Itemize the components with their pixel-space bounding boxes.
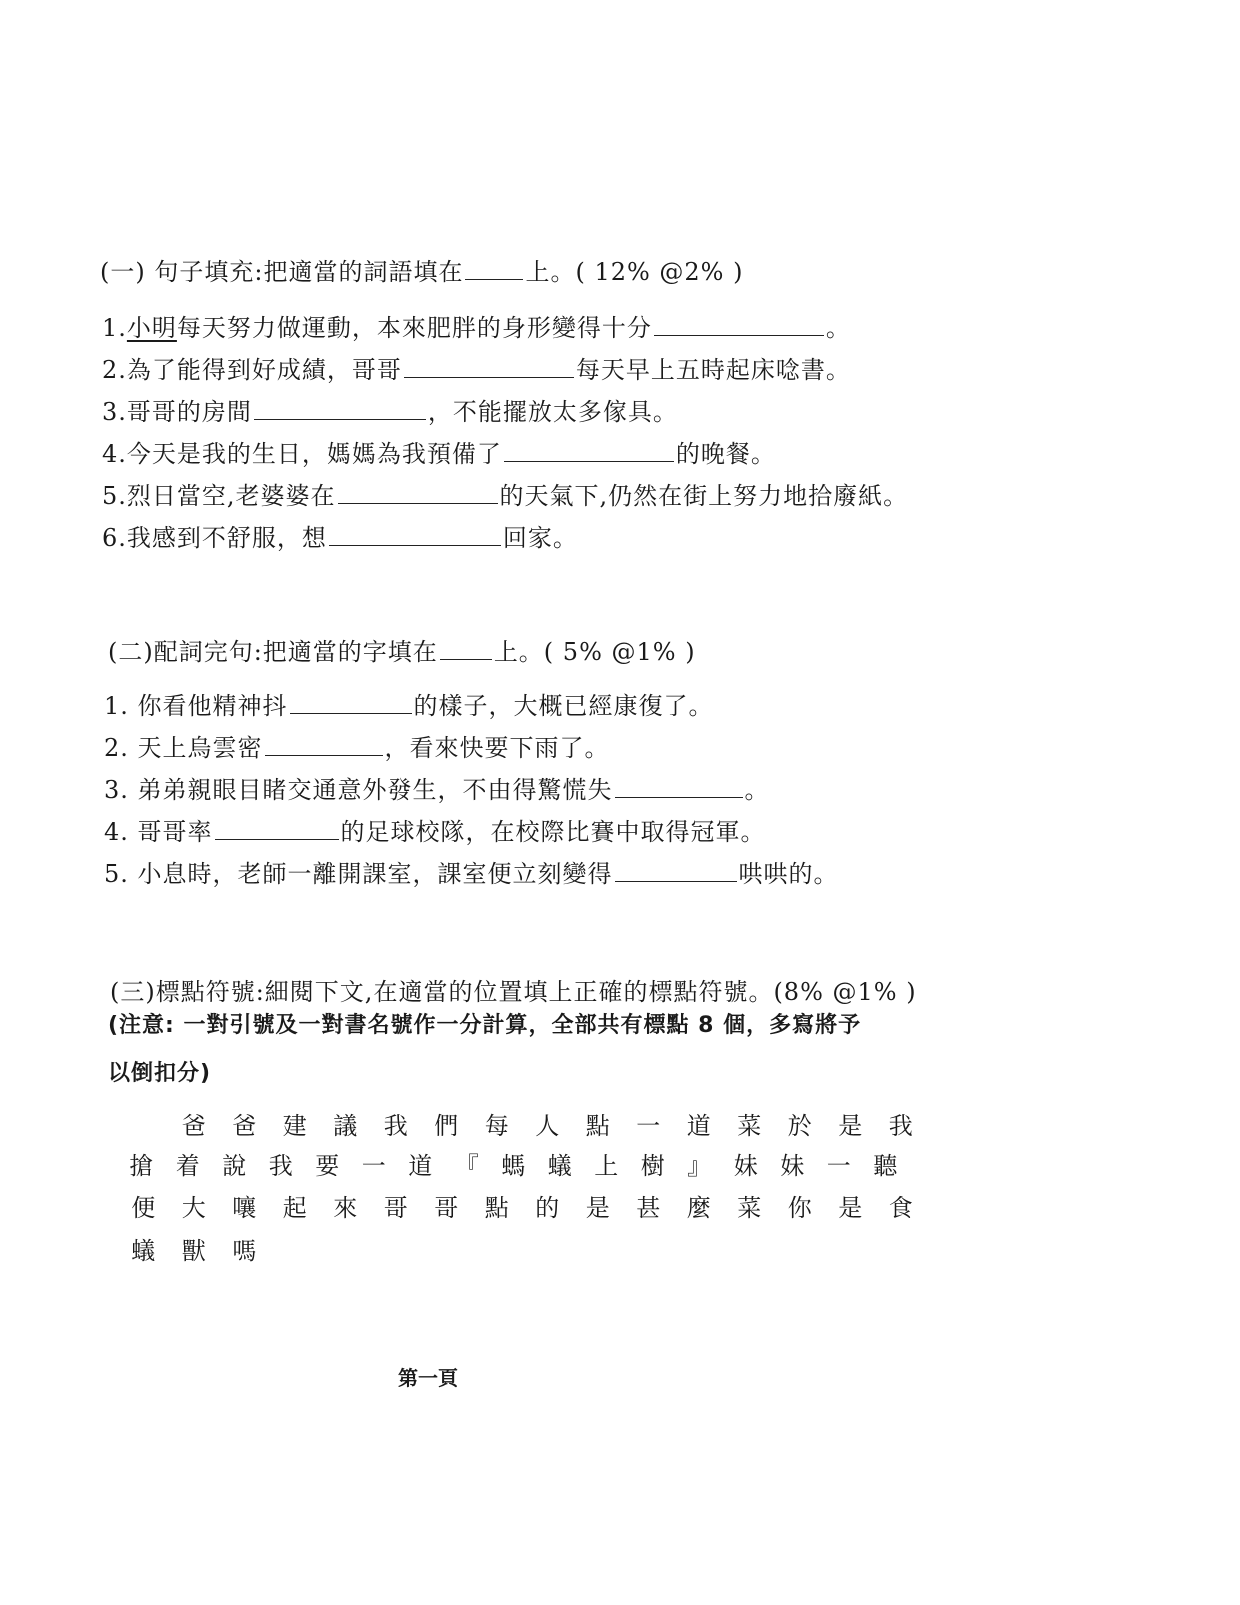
s1-item-5 — [102, 480, 908, 512]
answer-blank[interactable] — [329, 523, 501, 546]
item-text: 哥哥率 — [137, 818, 213, 846]
s1-item-2 — [102, 354, 851, 386]
passage-char: 是 — [585, 1194, 610, 1222]
item-text-end: 哄哄的。 — [738, 860, 839, 888]
passage-char: 於 — [787, 1112, 812, 1140]
item-text: 哥哥的房間 — [126, 398, 252, 426]
answer-blank[interactable] — [654, 313, 824, 336]
passage-char: 點 — [484, 1194, 509, 1222]
heading-blank — [465, 257, 523, 280]
passage-char: 菜 — [737, 1112, 762, 1140]
item-text: 小息時，老師一離開課室，課室便立刻變得 — [137, 860, 613, 888]
passage-char: 食 — [888, 1194, 913, 1222]
passage-char: 一 — [826, 1152, 851, 1180]
passage-char: 』 — [687, 1152, 712, 1180]
passage-row-2 — [118, 1150, 938, 1182]
section1-heading-text: (一) 句子填充:把適當的詞語填在 — [100, 258, 464, 286]
item-text: 每天努力做運動，本來肥胖的身形變得十分 — [176, 314, 652, 342]
passage-char: 一 — [361, 1152, 386, 1180]
answer-blank[interactable] — [615, 775, 743, 798]
item-number: 5. — [102, 482, 127, 510]
item-text-end: 每天早上五時起床唸書。 — [575, 356, 851, 384]
item-text: 烈日當空,老婆婆在 — [126, 482, 336, 510]
section1-heading-score: 上。( 12% @2% ) — [525, 258, 744, 286]
passage-char: 起 — [282, 1194, 307, 1222]
passage-char: 我 — [383, 1112, 408, 1140]
passage-char: 我 — [268, 1152, 293, 1180]
passage-char: 你 — [787, 1194, 812, 1222]
item-number: 5. — [104, 860, 129, 888]
passage-char: 妹 — [780, 1152, 805, 1180]
passage-row-3 — [118, 1192, 938, 1224]
answer-blank[interactable] — [404, 355, 574, 378]
answer-blank[interactable] — [254, 397, 426, 420]
s1-item-1 — [102, 312, 851, 344]
passage-char: 一 — [636, 1112, 661, 1140]
passage-char: 着 — [175, 1152, 200, 1180]
item-text-end: 。 — [744, 776, 770, 804]
item-text-end: ，看來快要下雨了。 — [384, 734, 610, 762]
passage-char: 我 — [888, 1112, 913, 1140]
passage-char: 螞 — [501, 1152, 526, 1180]
passage-char: 道 — [686, 1112, 711, 1140]
proper-name: 小明 — [126, 314, 177, 342]
section3-note-line2: 以倒扣分) — [108, 1061, 212, 1086]
item-number: 2. — [102, 356, 127, 384]
item-number: 1. — [104, 692, 129, 720]
passage-char: 爸 — [232, 1112, 257, 1140]
passage-char: 點 — [585, 1112, 610, 1140]
passage-char: 上 — [594, 1152, 619, 1180]
passage-char: 麼 — [686, 1194, 711, 1222]
passage-char: 的 — [535, 1194, 560, 1222]
item-text-end: 的天氣下,仍然在街上努力地拾廢紙。 — [499, 482, 909, 510]
passage-char: 是 — [838, 1194, 863, 1222]
passage-char: 每 — [484, 1112, 509, 1140]
item-number: 3. — [102, 398, 127, 426]
section3-heading: (三)標點符號:細閱下文,在適當的位置填上正確的標點符號。(8% @1% ) — [110, 978, 917, 1006]
passage-char: 議 — [333, 1112, 358, 1140]
item-text-end: 的樣子，大概已經康復了。 — [413, 692, 714, 720]
item-text-end: 的足球校隊，在校際比賽中取得冠軍。 — [340, 818, 766, 846]
item-number: 4. — [102, 440, 127, 468]
s2-item-2 — [104, 732, 610, 764]
s2-item-1 — [104, 690, 714, 722]
passage-char: 蟻 — [131, 1237, 156, 1265]
passage-char: 哥 — [383, 1194, 408, 1222]
s2-item-5 — [104, 858, 839, 890]
passage-char: 爸 — [181, 1112, 206, 1140]
item-text: 我感到不舒服，想 — [126, 524, 327, 552]
item-number: 4. — [104, 818, 129, 846]
passage-char: 甚 — [636, 1194, 661, 1222]
section3-note-line1: (注意: 一對引號及一對書名號作一分計算，全部共有標點 8 個，多寫將予 — [108, 1013, 862, 1038]
section1-heading — [100, 256, 743, 288]
s2-item-4 — [104, 816, 766, 848]
answer-blank[interactable] — [290, 691, 412, 714]
passage-char: 是 — [838, 1112, 863, 1140]
page-number: 第一頁 — [398, 1366, 458, 1390]
item-text: 弟弟親眼目睹交通意外發生，不由得驚慌失 — [137, 776, 613, 804]
passage-char: 妹 — [733, 1152, 758, 1180]
passage-char: 搶 — [129, 1152, 154, 1180]
passage-char: 嗎 — [232, 1237, 257, 1265]
heading-blank — [440, 637, 492, 660]
item-number: 2. — [104, 734, 129, 762]
s1-item-3 — [102, 396, 678, 428]
passage-char: 建 — [282, 1112, 307, 1140]
item-text: 今天是我的生日，媽媽為我預備了 — [126, 440, 502, 468]
answer-blank[interactable] — [338, 481, 498, 504]
passage-char: 道 — [408, 1152, 433, 1180]
passage-char — [118, 1110, 169, 1142]
s1-item-6 — [102, 522, 578, 554]
passage-char: 聽 — [873, 1152, 898, 1180]
passage-row-4 — [118, 1235, 938, 1267]
s1-item-4 — [102, 438, 776, 470]
item-text-end: ，不能擺放太多傢具。 — [427, 398, 678, 426]
passage-char: 來 — [333, 1194, 358, 1222]
answer-blank[interactable] — [615, 859, 737, 882]
passage-char: 蟻 — [547, 1152, 572, 1180]
passage-char: 人 — [535, 1112, 560, 1140]
answer-blank[interactable] — [504, 439, 674, 462]
passage-char: 嚷 — [232, 1194, 257, 1222]
passage-char: 們 — [434, 1112, 459, 1140]
item-text: 為了能得到好成績，哥哥 — [126, 356, 402, 384]
passage-char: 說 — [222, 1152, 247, 1180]
s2-item-3 — [104, 774, 770, 806]
passage-char: 大 — [181, 1194, 206, 1222]
item-text-end: 回家。 — [502, 524, 578, 552]
item-text-end: 的晚餐。 — [675, 440, 776, 468]
section2-heading-text: (二)配詞完句:把適當的字填在 — [108, 638, 438, 666]
item-text: 你看他精神抖 — [137, 692, 288, 720]
item-number: 1. — [102, 314, 127, 342]
passage-char: 『 — [454, 1152, 479, 1180]
item-text-end: 。 — [825, 314, 851, 342]
passage-char: 哥 — [434, 1194, 459, 1222]
item-number: 6. — [102, 524, 127, 552]
passage-char: 菜 — [737, 1194, 762, 1222]
item-text: 天上烏雲密 — [137, 734, 263, 762]
answer-blank[interactable] — [215, 817, 339, 840]
passage-char: 獸 — [181, 1237, 206, 1265]
passage-row-1 — [118, 1110, 938, 1142]
passage-char: 便 — [131, 1194, 156, 1222]
passage-char: 要 — [315, 1152, 340, 1180]
section2-heading-score: 上。( 5% @1% ) — [493, 638, 696, 666]
item-number: 3. — [104, 776, 129, 804]
passage-char: 樹 — [640, 1152, 665, 1180]
section2-heading — [108, 636, 696, 668]
answer-blank[interactable] — [265, 733, 383, 756]
